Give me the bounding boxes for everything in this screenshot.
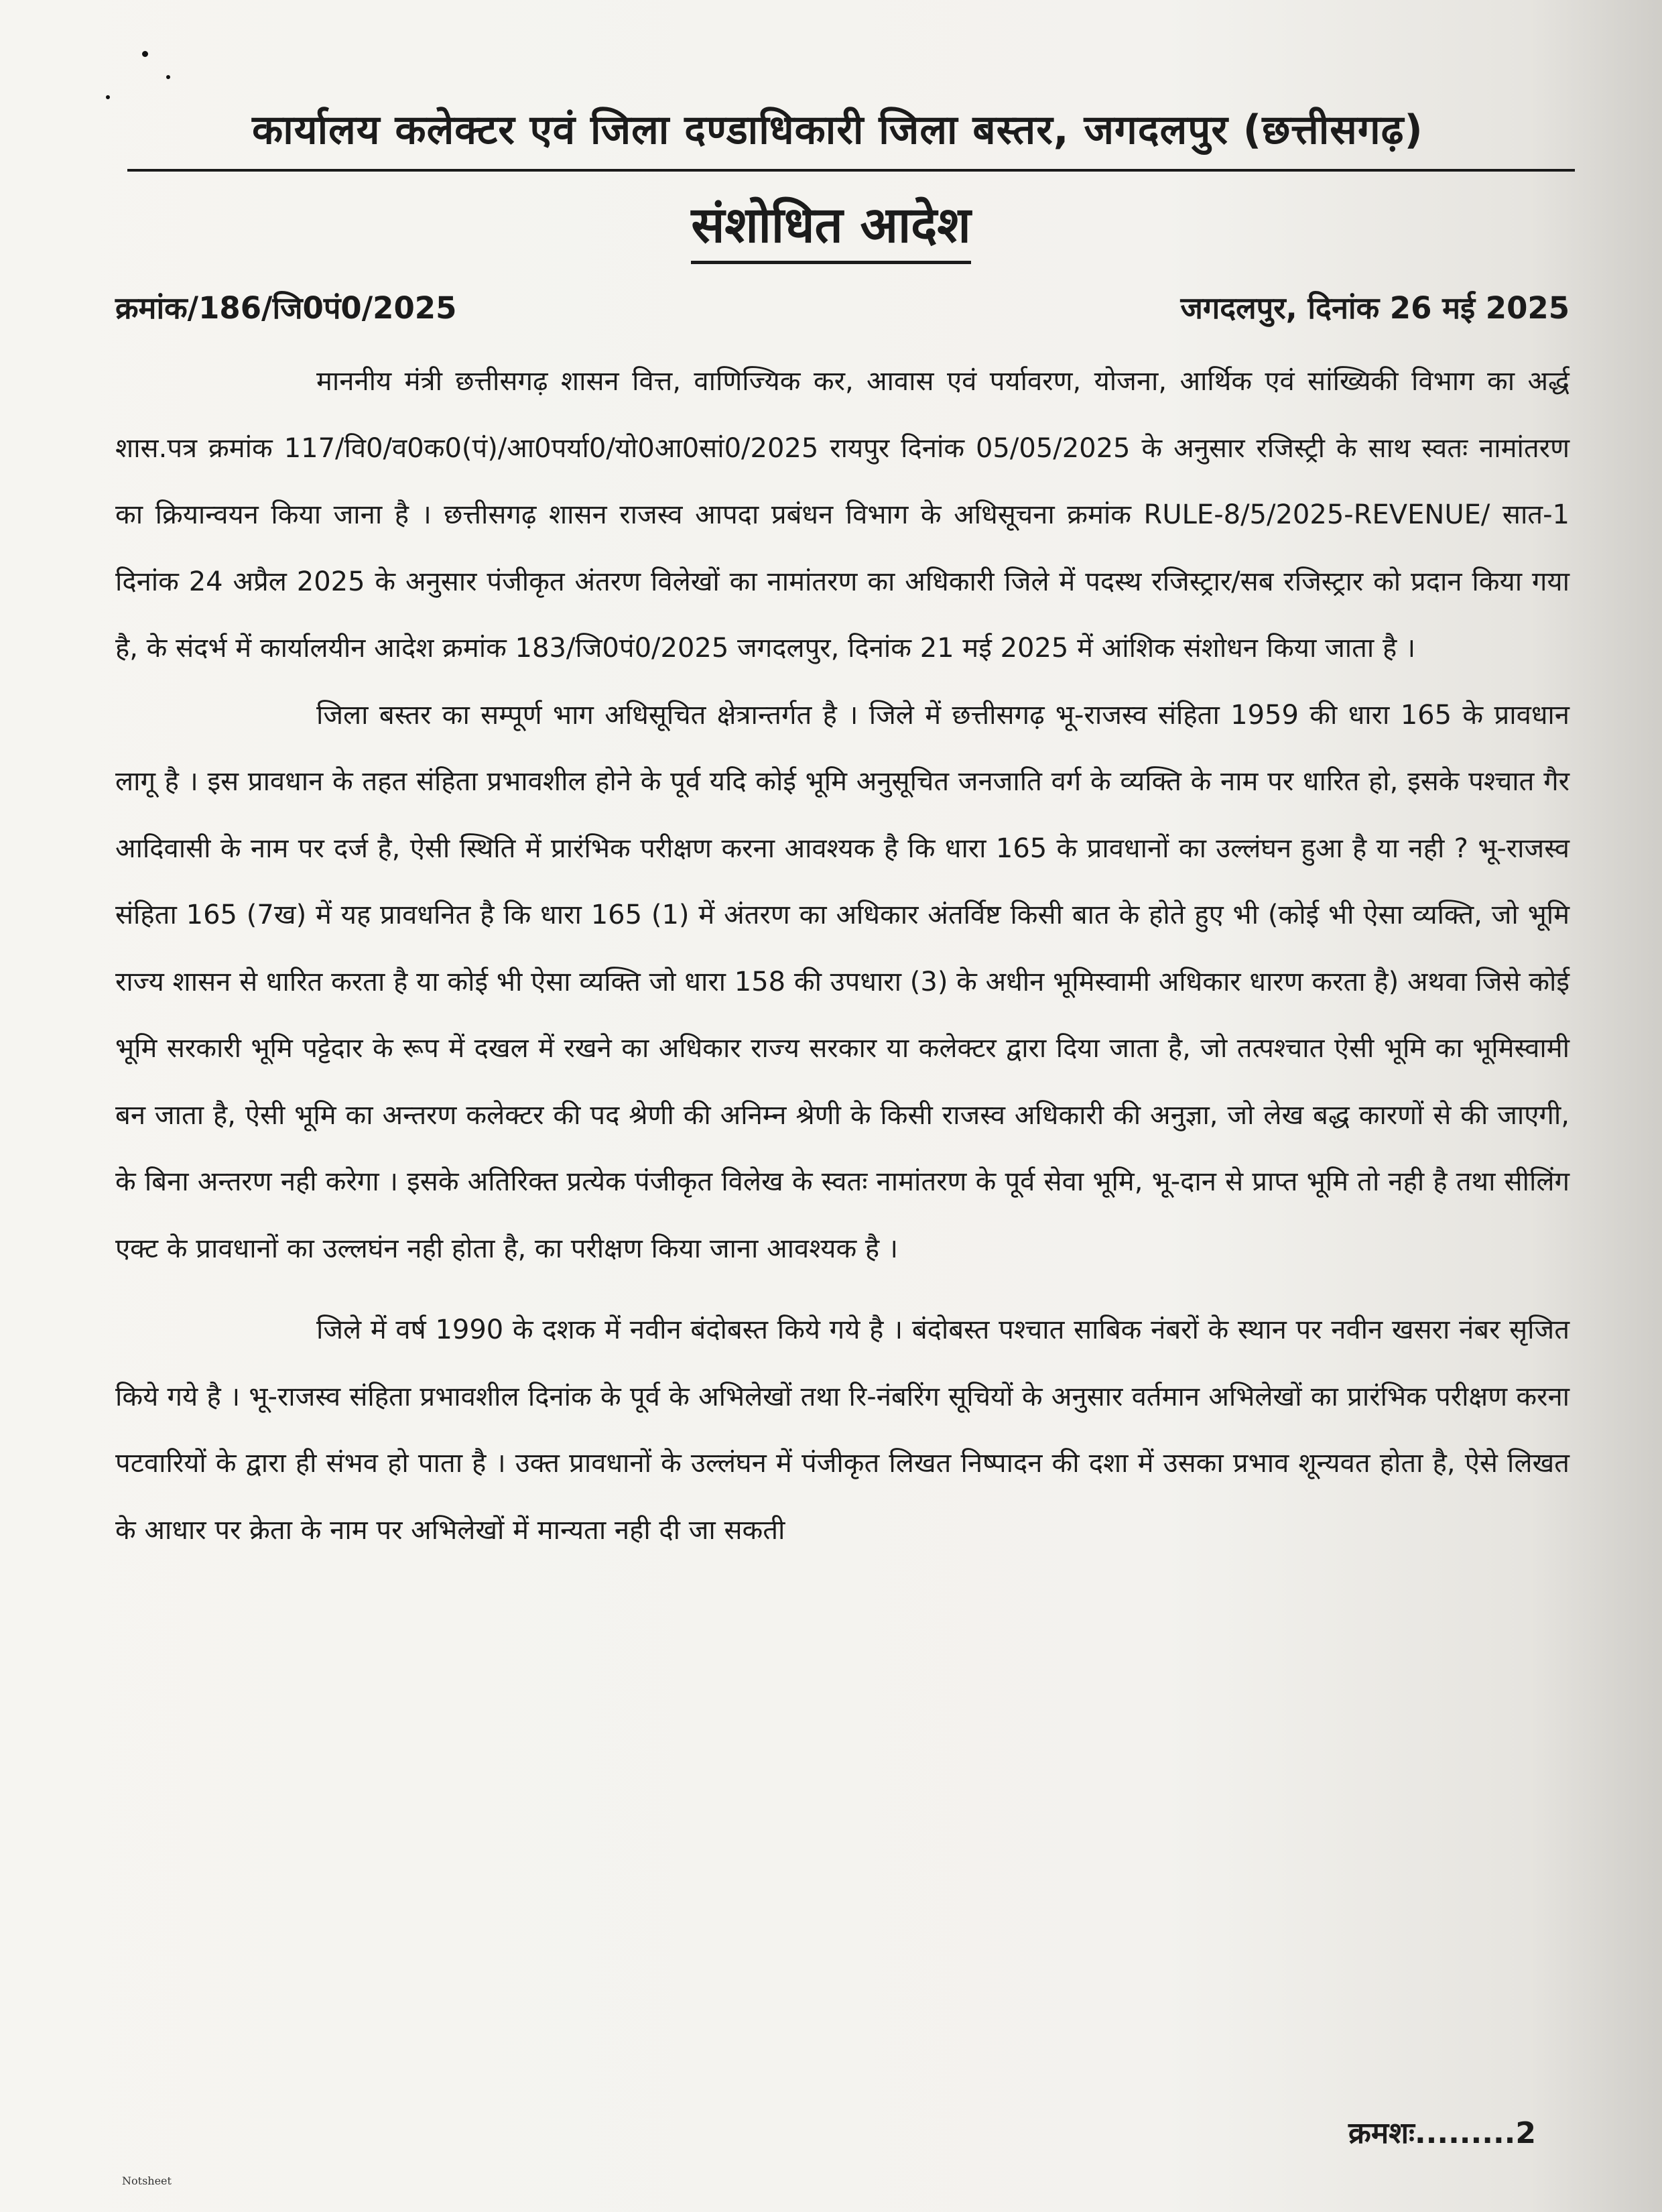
header-rule: [127, 169, 1575, 172]
paragraph-3: जिले में वर्ष 1990 के दशक में नवीन बंदोबस्त किये गये है । बंदोबस्त पश्चात साबिक नंबरों के स्थान पर नवीन खसरा नंबर सृजित किये गये है । भू-राजस्व संहिता प्रभावशील दिनांक के पूर्व के अभिलेखों तथा रि-नंबरिंग सूचियों के अनुसार वर्तमान अभिलेखों का प्रारंभिक परीक्षण करना पटवारियों के द्वारा ही संभव हो पाता है । उक्त प्रावधानों के उल्लंघन में पंजीकृत लिखत निष्पादन की दशा में उसका प्रभाव शून्यवत होता है, ऐसे लिखत के आधार पर क्रेता के नाम पर अभिलेखों में मान्यता नही दी जा सकती: [115, 1314, 1570, 1546]
ink-speck: [106, 95, 110, 99]
continuation-mark: क्रमशः.........2: [1348, 2116, 1536, 2150]
reference-number: क्रमांक/186/जि0पं0/2025: [115, 290, 457, 326]
office-header: कार्यालय कलेक्टर एवं जिला दण्डाधिकारी जिला बस्तर, जगदलपुर (छत्तीसगढ़): [252, 107, 1423, 153]
order-body: [115, 349, 1570, 1564]
reference-place-date: जगदलपुर, दिनांक 26 मई 2025: [1180, 290, 1570, 326]
order-title-text: संशोधित आदेश: [691, 189, 970, 264]
order-title: [0, 189, 1662, 264]
ink-speck: [142, 51, 148, 57]
paragraph-2: जिला बस्तर का सम्पूर्ण भाग अधिसूचित क्षेत्रान्तर्गत है । जिले में छत्तीसगढ़ भू-राजस्व संहिता 1959 की धारा 165 के प्रावधान लागू है । इस प्रावधान के तहत संहिता प्रभावशील होने के पूर्व यदि कोई भूमि अनुसूचित जनजाति वर्ग के व्यक्ति के नाम पर धारित हो, इसके पश्चात गैर आदिवासी के नाम पर दर्ज है, ऐसी स्थिति में प्रारंभिक परीक्षण करना आवश्यक है कि धारा 165 के प्रावधानों का उल्लंघन हुआ है या नही ? भू-राजस्व संहिता 165 (7ख) में यह प्रावधनित है कि धारा 165 (1) में अंतरण का अधिकार अंतर्विष्ट किसी बात के होते हुए भी (कोई भी ऐसा व्यक्ति, जो भूमि राज्य शासन से धारित करता है या कोई भी ऐसा व्यक्ति जो धारा 158 की उपधारा (3) के अधीन भूमिस्वामी अधिकार धारण करता है) अथवा जिसे कोई भूमि सरकारी भूमि पट्टेदार के रूप में दखल में रखने का अधिकार राज्य सरकार या कलेक्टर द्वारा दिया जाता है, जो तत्पश्चात ऐसी भूमि का भूमिस्वामी बन जाता है, ऐसी भूमि का अन्तरण कलेक्टर की पद श्रेणी की अनिम्न श्रेणी के किसी राजस्व अधिकारी की अनुज्ञा, जो लेख बद्ध कारणों से की जाएगी, के बिना अन्तरण नही करेगा । इसके अतिरिक्त प्रत्येक पंजीकृत विलेख के स्वतः नामांतरण के पूर्व सेवा भूमि, भू-दान से प्राप्त भूमि तो नही है तथा सीलिंग एक्ट के प्रावधानों का उल्लघंन नही होता है, का परीक्षण किया जाना आवश्यक है ।: [115, 699, 1570, 1264]
ink-speck: [166, 75, 170, 79]
footer-tag: Notsheet: [122, 2174, 172, 2187]
paragraph-1: माननीय मंत्री छत्तीसगढ़ शासन वित्त, वाणिज्यिक कर, आवास एवं पर्यावरण, योजना, आर्थिक एवं सांख्यिकी विभाग का अर्द्ध शास.पत्र क्रमांक 117/वि0/व0क0(पं)/आ0पर्या0/यो0आ0सां0/2025 रायपुर दिनांक 05/05/2025 के अनुसार रजिस्ट्री के साथ स्वतः नामांतरण का क्रियान्वयन किया जाना है । छत्तीसगढ़ शासन राजस्व आपदा प्रबंधन विभाग के अधिसूचना क्रमांक RULE-8/5/2025-REVENUE/ सात-1 दिनांक 24 अप्रैल 2025 के अनुसार पंजीकृत अंतरण विलेखों का नामांतरण का अधिकारी जिले में पदस्थ रजिस्ट्रार/सब रजिस्ट्रार को प्रदान किया गया है, के संदर्भ में कार्यालयीन आदेश क्रमांक 183/जि0पं0/2025 जगदलपुर, दिनांक 21 मई 2025 में आंशिक संशोधन किया जाता है ।: [115, 366, 1570, 664]
reference-line: [115, 287, 1570, 327]
